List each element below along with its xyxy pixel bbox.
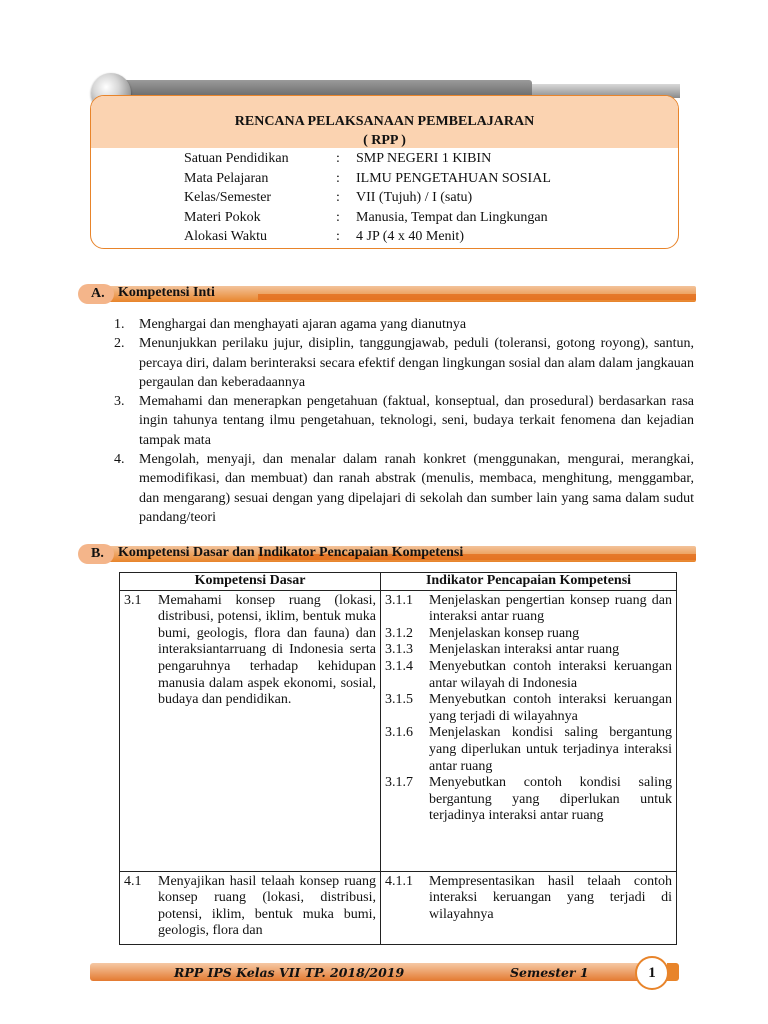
indicator-item	[385, 692, 672, 725]
field-separator: :	[336, 151, 340, 166]
indicator-code: 4.1.1	[385, 873, 413, 889]
document-title: RENCANA PELAKSANAAN PEMBELAJARAN	[234, 114, 535, 129]
section-a-letter: A.	[91, 286, 105, 301]
field-label: Satuan Pendidikan	[184, 151, 289, 166]
indicator-code: 3.1.5	[385, 692, 413, 708]
identity-row	[184, 229, 551, 249]
indicator-text: Menjelaskan kondisi saling bergantung yang diperlukan untuk terjadinya interaksi antar ruang	[429, 725, 672, 774]
kd-text: Menyajikan hasil telaah konsep ruang konsep ruang (lokasi, distribusi, potensi, iklim, bentuk muka bumi, geologis, flora dan	[158, 873, 376, 939]
indicator-text: Mempresentasikan hasil telaah contoh interaksi keruangan yang terjadi di wilayahnya	[429, 873, 672, 922]
indicator-text: Menyebutkan contoh interaksi keruangan yang terjadi di wilayahnya	[429, 692, 672, 724]
list-item-number: 2.	[114, 336, 125, 352]
table-header-row	[120, 573, 677, 591]
indicator-item	[385, 725, 672, 775]
list-item	[108, 392, 694, 450]
list-item	[108, 334, 694, 392]
field-value: VII (Tujuh) / I (satu)	[356, 190, 473, 205]
list-item-text: Menunjukkan perilaku jujur, disiplin, tanggungjawab, peduli (toleransi, gotong royong), santun, percaya diri, dalam berinteraksi secara efektif dengan lingkungan sosial dan alam dalam jangkauan pergaulan dan keberadaannya	[139, 336, 694, 390]
column-header-kd: Kompetensi Dasar	[120, 573, 381, 591]
indicator-code: 3.1.3	[385, 642, 413, 658]
section-a-title: Kompetensi Inti	[118, 285, 215, 300]
indicator-code: 3.1.4	[385, 658, 413, 674]
kd-text: Memahami konsep ruang (lokasi, distribusi, potensi, iklim, bentuk muka bumi, geologis, flora dan fauna) dan interaksiantarruang di Indonesia serta pengaruhnya terhadap kehidupan manusia dalam aspek ekonomi, sosial, budaya dan pendidikan.	[158, 592, 376, 708]
field-value: Manusia, Tempat dan Lingkungan	[356, 209, 548, 225]
section-b-letter: B.	[91, 546, 104, 561]
field-separator: :	[336, 190, 340, 205]
kd-code: 4.1	[124, 873, 142, 889]
indicator-item	[385, 775, 672, 825]
indicator-item	[385, 626, 672, 643]
indicator-item	[385, 593, 672, 626]
indicator-cell	[381, 590, 677, 871]
indicator-item	[385, 659, 672, 692]
list-item	[108, 450, 694, 527]
page-number: 1	[635, 956, 669, 990]
identity-row	[184, 210, 551, 230]
indicator-code: 3.1.6	[385, 725, 413, 741]
indicator-code: 3.1.2	[385, 625, 413, 641]
indicator-item	[385, 874, 672, 924]
identity-row	[184, 190, 551, 210]
indicator-item	[385, 642, 672, 659]
footer-semester-label: Semester 1	[510, 965, 589, 980]
identity-row	[184, 151, 551, 171]
list-item	[108, 315, 694, 334]
indicator-text: Menyebutkan contoh kondisi saling bergantung yang diperlukan untuk terjadinya interaksi antar ruang	[429, 775, 672, 824]
list-item-text: Mengolah, menyaji, dan menalar dalam ranah konkret (menggunakan, mengurai, merangkai, memodifikasi, dan membuat) dan ranah abstrak (menulis, membaca, menghitung, menggambar, dan mengarang) sesuai dengan yang dipelajari di sekolah dan sumber lain yang sama dalam sudut pandang/teori	[139, 452, 694, 525]
footer-document-label: RPP IPS Kelas VII TP. 2018/2019	[174, 965, 405, 980]
indicator-text: Menjelaskan interaksi antar ruang	[429, 642, 620, 658]
document-header	[90, 95, 679, 249]
column-header-indicator: Indikator Pencapaian Kompetensi	[381, 573, 677, 591]
table-row	[120, 590, 677, 871]
indicator-text: Menjelaskan konsep ruang	[429, 625, 580, 641]
kd-cell	[120, 590, 381, 871]
kompetensi-dasar-table	[119, 572, 677, 945]
list-item-text: Menghargai dan menghayati ajaran agama yang dianutnya	[139, 317, 467, 332]
section-a-heading	[78, 284, 694, 306]
indicator-code: 3.1.1	[385, 592, 413, 608]
indicator-text: Menjelaskan pengertian konsep ruang dan interaksi antar ruang	[429, 592, 672, 625]
kompetensi-inti-list	[108, 315, 694, 527]
field-value: ILMU PENGETAHUAN SOSIAL	[356, 170, 551, 186]
list-item-number: 4.	[114, 452, 125, 468]
field-value: 4 JP (4 x 40 Menit)	[356, 229, 464, 244]
document-subtitle: ( RPP )	[363, 133, 406, 148]
field-value: SMP NEGERI 1 KIBIN	[356, 151, 492, 166]
field-separator: :	[336, 229, 340, 244]
section-b-title: Kompetensi Dasar dan Indikator Pencapaian Kompetensi	[118, 545, 464, 560]
indicator-code: 3.1.7	[385, 775, 413, 791]
field-label: Kelas/Semester	[184, 190, 272, 205]
table-row	[120, 871, 677, 944]
field-label: Mata Pelajaran	[184, 170, 269, 186]
list-item-number: 1.	[114, 317, 125, 332]
section-b-heading	[78, 544, 694, 566]
kd-cell	[120, 871, 381, 944]
identity-table	[184, 151, 551, 249]
list-item-number: 3.	[114, 394, 125, 410]
kd-code: 3.1	[124, 592, 142, 608]
field-label: Materi Pokok	[184, 209, 261, 225]
indicator-cell	[381, 871, 677, 944]
field-label: Alokasi Waktu	[184, 229, 267, 244]
list-item-text: Memahami dan menerapkan pengetahuan (faktual, konseptual, dan prosedural) berdasarkan rasa ingin tahunya tentang ilmu pengetahuan, teknologi, seni, budaya terkait fenomena dan kejadian tampak mata	[139, 394, 694, 448]
identity-row	[184, 171, 551, 191]
page-footer	[90, 960, 680, 988]
indicator-text: Menyebutkan contoh interaksi keruangan antar wilayah di Indonesia	[429, 658, 672, 691]
field-separator: :	[336, 209, 340, 225]
field-separator: :	[336, 170, 340, 186]
